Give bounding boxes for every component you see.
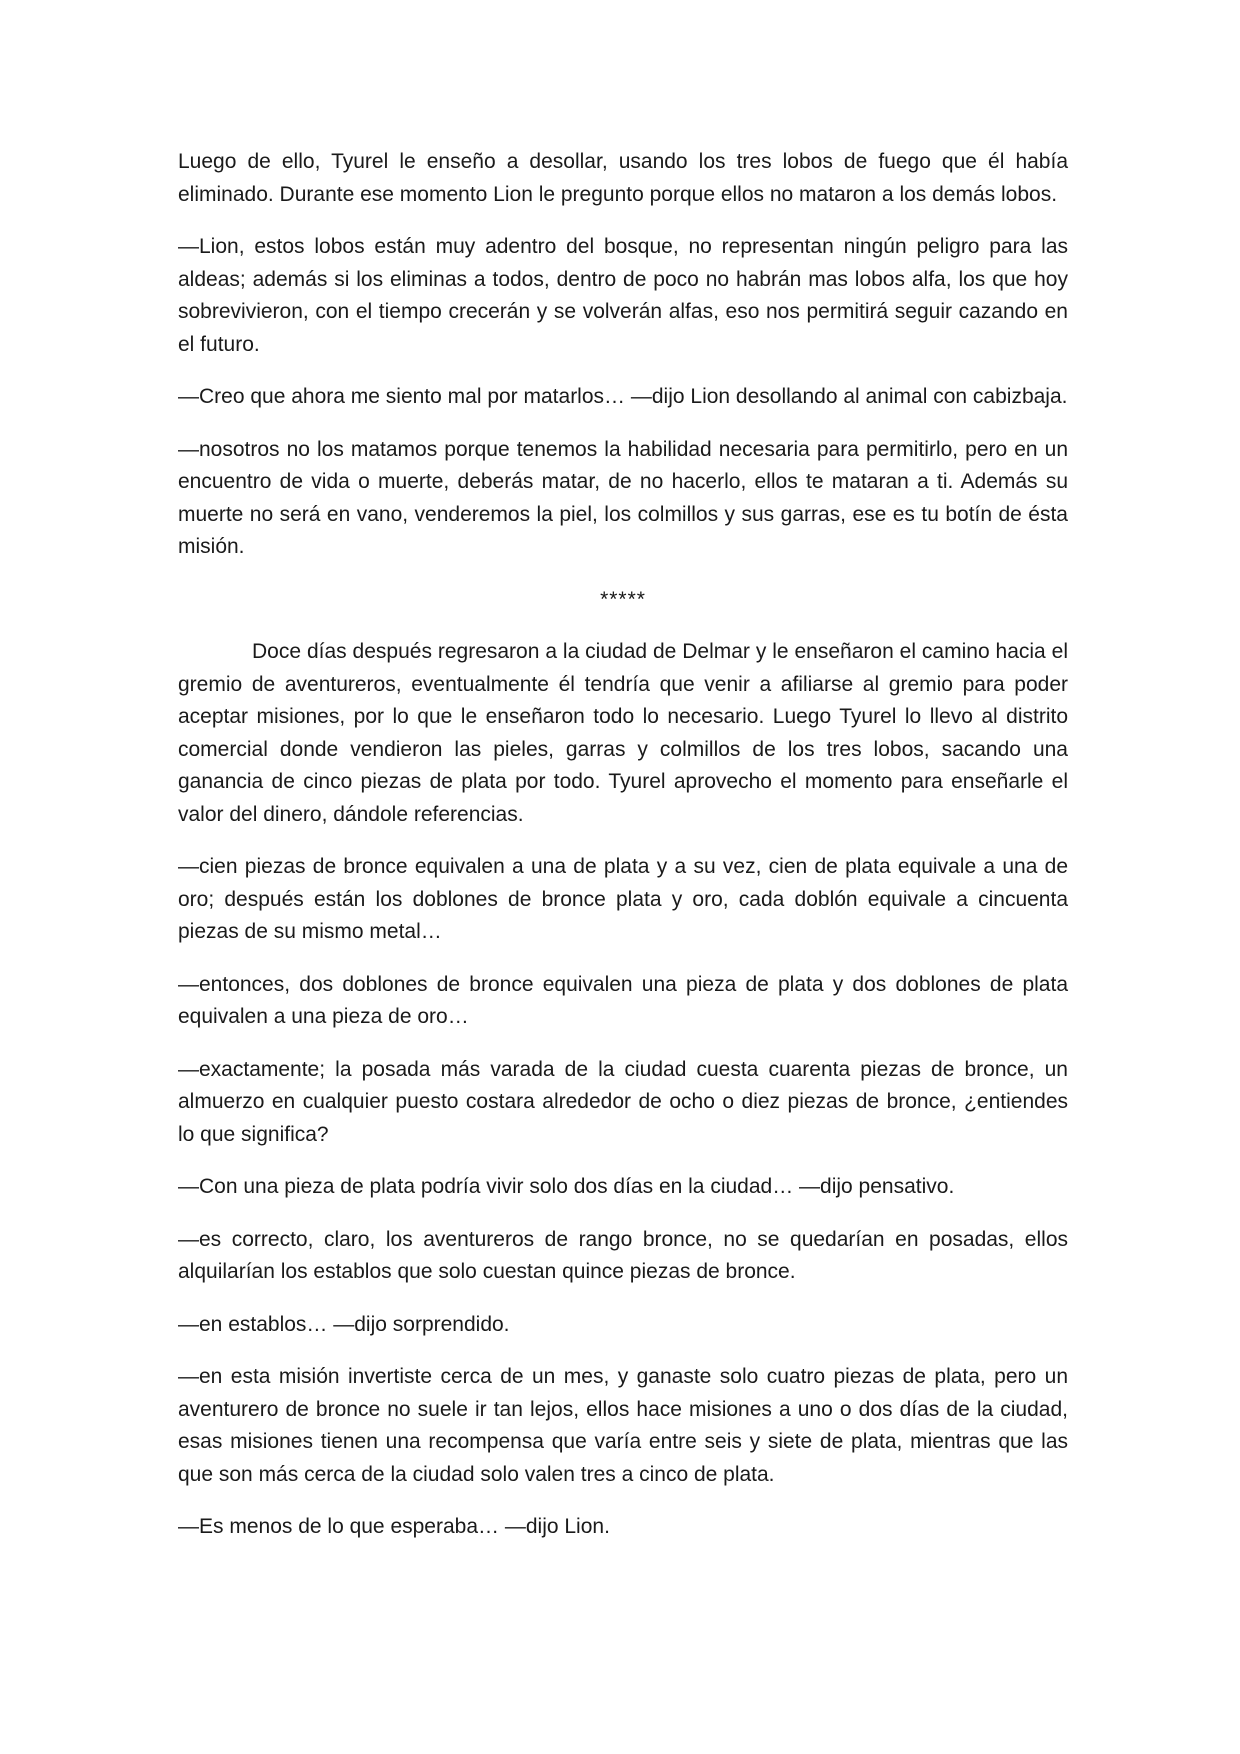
paragraph-3: —Creo que ahora me siento mal por matarlos… —dijo Lion desollando al animal con cabizbaja. [178,385,1068,408]
document-page [178,146,1068,1564]
paragraph-7: —entonces, dos doblones de bronce equivalen una pieza de plata y dos doblones de plata equivalen a una pieza de oro… [178,972,1068,1028]
paragraph-6: —cien piezas de bronce equivalen a una de plata y a su vez, cien de plata equivale a una de oro; después están los doblones de bronce plata y oro, cada doblón equivale a cincuenta piezas de su mismo metal… [178,855,1068,943]
paragraph-1: Luego de ello, Tyurel le enseño a desollar, usando los tres lobos de fuego que él había eliminado. Durante ese momento Lion le pregunto porque ellos no mataron a los demás lobos. [178,150,1068,206]
paragraph-9: —Con una pieza de plata podría vivir solo dos días en la ciudad… —dijo pensativo. [178,1175,955,1198]
scene-separator: ***** [600,587,646,611]
paragraph-2: —Lion, estos lobos están muy adentro del bosque, no representan ningún peligro para las aldeas; además si los eliminas a todos, dentro de poco no habrán mas lobos alfa, los que hoy sobrevivieron, con el tiempo crecerán y se volverán alfas, eso nos permitirá seguir cazando en el futuro. [178,235,1068,356]
paragraph-12: —en esta misión invertiste cerca de un mes, y ganaste solo cuatro piezas de plata, pero un aventurero de bronce no suele ir tan lejos, ellos hace misiones a uno o dos días de la ciudad, esas misiones tienen una recompensa que varía entre seis y siete de plata, mientras que las que son más cerca de la ciudad solo valen tres a cinco de plata. [178,1365,1068,1486]
paragraph-10: —es correcto, claro, los aventureros de rango bronce, no se quedarían en posadas, ellos alquilarían los establos que solo cuestan quince piezas de bronce. [178,1227,1068,1283]
paragraph-13: —Es menos de lo que esperaba… —dijo Lion. [178,1515,610,1538]
paragraph-8: —exactamente; la posada más varada de la ciudad cuesta cuarenta piezas de bronce, un almuerzo en cualquier puesto costara alrededor de ocho o diez piezas de bronce, ¿entiendes lo que significa? [178,1057,1068,1146]
paragraph-5: Doce días después regresaron a la ciudad de Delmar y le enseñaron el camino hacia el gremio de aventureros, eventualmente él tendría que venir a afiliarse al gremio para poder aceptar misiones, por lo que le enseñaron todo lo necesario. Luego Tyurel lo llevo al distrito comercial donde vendieron las pieles, garras y colmillos de los tres lobos, sacando una ganancia de cinco piezas de plata por todo. Tyurel aprovecho el momento para enseñarle el valor del dinero, dándole referencias. [178,640,1068,826]
paragraph-4: —nosotros no los matamos porque tenemos la habilidad necesaria para permitirlo, pero en un encuentro de vida o muerte, deberás matar, de no hacerlo, ellos te mataran a ti. Además su muerte no será en vano, venderemos la piel, los colmillos y sus garras, ese es tu botín de ésta misión. [178,437,1068,558]
paragraph-11: —en establos… —dijo sorprendido. [178,1312,510,1336]
